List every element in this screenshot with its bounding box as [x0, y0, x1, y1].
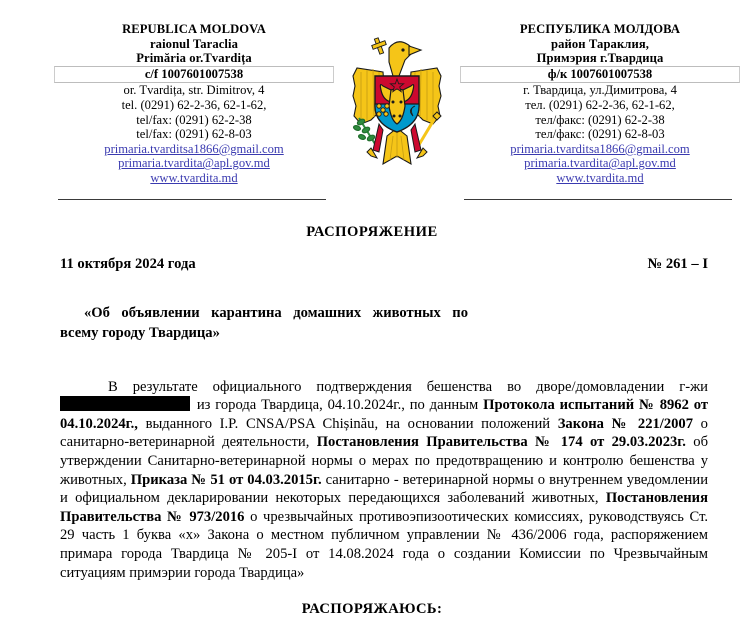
letterhead-right-email-1[interactable]: primaria.tvarditsa1866@gmail.com — [510, 141, 690, 156]
letterhead-left-district: raionul Taraclia — [149, 36, 239, 51]
body-bold-govt-decision-973: Постановления Правительства № 973/2016 — [60, 490, 708, 525]
letterhead-left-romanian — [58, 22, 330, 200]
body-bold-law: Закона № 221/2007 — [557, 415, 694, 432]
document-number: № 261 – I — [647, 256, 708, 272]
letterhead-right-telephone: тел. (0291) 62-2-36, 62-1-62, — [525, 97, 675, 112]
body-segment-7: о чрезвычайных противоэпизоотических комиссиях, руководствуясь Ст. 29 часть 1 буква «х» Закона о местном публичном управлении № 436/2006 года, распоряжением примара города Твардица № 205-I от 14.08.2024 года о создании Комиссии по Чрезвычайным ситуациям примэрии города Твардица» — [60, 508, 709, 581]
letterhead-left-fax-2: tel/fax: (0291) 62-8-03 — [136, 127, 252, 142]
letterhead-right-authority: Примэрия г.Твардица — [536, 51, 664, 66]
letterhead-right-russian — [464, 22, 736, 200]
emblem-container — [341, 22, 453, 182]
redacted-name-bar — [60, 396, 190, 411]
letterhead-left-fax-1: tel/fax: (0291) 62-2-38 — [136, 112, 252, 127]
body-segment-2: из города Твардица, 04.10.2024г., по данным — [192, 397, 484, 414]
document-date: 11 октября 2024 года — [60, 256, 196, 272]
letterhead-left-email-1[interactable]: primaria.tvarditsa1866@gmail.com — [104, 141, 284, 156]
letterhead-left-fiscal-code: c/f 1007601007538 — [54, 66, 334, 84]
body-bold-protocol: Протокола испытаний № 8962 от 04.10.2024г., — [60, 397, 708, 432]
letterhead-left-telephone: tel. (0291) 62-2-36, 62-1-62, — [121, 97, 267, 112]
letterhead-right-divider — [464, 199, 732, 200]
body-segment-4: о санитарно-ветеринарной деятельности, — [60, 415, 708, 451]
letterhead-right-country: РЕСПУБЛИКА МОЛДОВА — [519, 22, 681, 36]
letterhead-left-country: REPUBLICA MOLDOVA — [122, 22, 266, 36]
letterhead-right-fax-2: тел/факс: (0291) 62-8-03 — [535, 127, 665, 142]
letterhead-left-email-2[interactable]: primaria.tvardita@apl.gov.md — [118, 156, 270, 171]
letterhead-right-fax-1: тел/факс: (0291) 62-2-38 — [535, 112, 665, 127]
order-declaration: РАСПОРЯЖАЮСЬ: — [301, 601, 443, 617]
document-type-heading: РАСПОРЯЖЕНИЕ — [306, 224, 438, 240]
document-subject: «Об объявлении карантина домашних животных по всему городу Твардица» — [60, 305, 468, 341]
letterhead — [0, 22, 744, 200]
letterhead-left-address: or. Tvardița, str. Dimitrov, 4 — [123, 83, 265, 98]
body-segment-6: санитарно - ветеринарной нормы о внутреннем уведомлении и официальном декларировании некоторых передающихся заболеваний животных, — [60, 471, 709, 507]
letterhead-right-email-2[interactable]: primaria.tvardita@apl.gov.md — [524, 156, 676, 171]
letterhead-right-fiscal-code: ф/к 1007601007538 — [460, 66, 740, 84]
letterhead-left-divider — [58, 199, 326, 200]
letterhead-right-address: г. Твардица, ул.Димитрова, 4 — [523, 83, 677, 98]
body-segment-5: об утверждении Санитарно-ветеринарной нормы о мерах по предотвращению и контролю бешенства у животных, — [60, 434, 708, 488]
body-bold-govt-decision-174: Постановления Правительства № 174 от 29.03.2023г. — [316, 434, 686, 451]
body-segment-3: выданного I.P. CNSA/PSA Chișinău, на основании положений — [137, 415, 558, 432]
moldova-coat-of-arms-icon — [349, 32, 445, 182]
letterhead-right-district: район Тараклия, — [551, 36, 649, 51]
document-body — [60, 378, 708, 583]
letterhead-left-website[interactable]: www.tvardita.md — [150, 170, 238, 185]
letterhead-left-authority: Primăria or.Tvardița — [136, 51, 252, 66]
letterhead-right-website[interactable]: www.tvardita.md — [556, 170, 644, 185]
body-segment-1: В результате официального подтверждения бешенства во дворе/домовладении г-жи — [108, 378, 708, 395]
body-bold-order-51: Приказа № 51 от 04.03.2015г. — [130, 471, 322, 488]
document-meta-row — [60, 256, 708, 273]
